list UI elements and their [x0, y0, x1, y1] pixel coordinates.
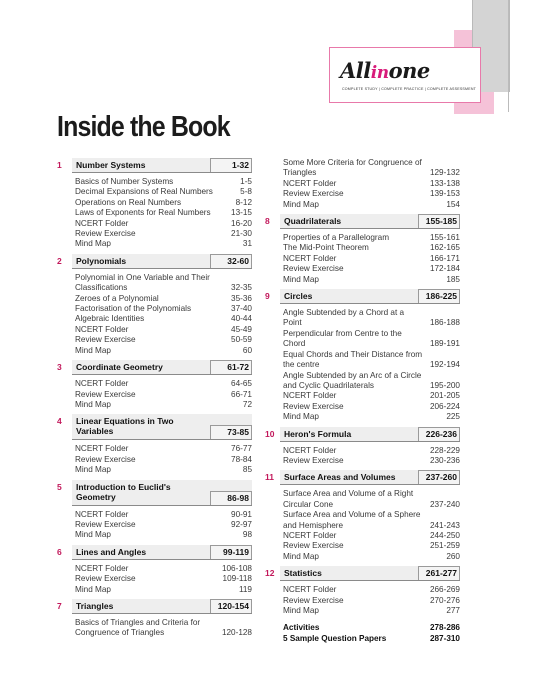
entry-pages: 37-40: [231, 304, 252, 314]
chapter-title: Circles: [284, 291, 313, 302]
entry-title: Mind Map: [75, 465, 111, 475]
chapter-block: [265, 427, 465, 471]
chapter-header: [265, 214, 465, 229]
entry-title: Laws of Exponents for Real Numbers: [75, 208, 211, 218]
entry-title: Review Exercise: [75, 389, 136, 399]
entry-pages: 228-229: [429, 445, 460, 455]
toc-entry: [283, 254, 460, 264]
chapter-topics: [57, 269, 257, 360]
entry-title: Mind Map: [75, 584, 111, 594]
toc-entry: [75, 219, 252, 229]
chapter-number: 2: [57, 255, 62, 266]
chapter-title-bar: [72, 158, 252, 173]
entry-title: The Mid-Point Theorem: [283, 243, 369, 253]
chapter-topics: [265, 304, 465, 426]
entry-title: Mind Map: [75, 345, 111, 355]
chapter-title: Lines and Angles: [76, 546, 147, 557]
entry-pages: 8-12: [235, 197, 252, 207]
entry-title: Mind Map: [75, 399, 111, 409]
entry-title: Review Exercise: [75, 229, 136, 239]
chapter-number: 8: [265, 216, 270, 227]
toc-entry: [283, 391, 460, 401]
entry-title: Operations on Real Numbers: [75, 197, 182, 207]
chapter-topics: [265, 581, 465, 620]
toc-entry: [283, 456, 460, 466]
entry-pages: 206-224: [429, 401, 460, 411]
entry-title: Mind Map: [283, 412, 319, 422]
chapter-block: [57, 360, 257, 414]
toc-entry: [283, 446, 460, 456]
entry-pages: 5-8: [240, 187, 252, 197]
entry-pages: 139-153: [429, 189, 460, 199]
entry-pages: 266-269: [429, 585, 460, 595]
entry-pages: 154: [446, 199, 460, 209]
toc-entry: [283, 308, 460, 329]
chapter-block: [57, 480, 257, 545]
toc-entry: [75, 465, 252, 475]
entry-pages: 78-84: [231, 454, 252, 464]
page-title: Inside the Book: [57, 111, 230, 143]
entry-title: Review Exercise: [283, 455, 344, 465]
chapter-title-bar: [72, 254, 252, 269]
entry-pages: 72: [242, 399, 252, 409]
chapter-title: Polynomials: [76, 255, 127, 266]
toc-entry: [283, 200, 460, 210]
brand-logo: [329, 47, 481, 103]
chapter-title: Surface Areas and Volumes: [284, 472, 396, 483]
chapter-title-bar: [280, 470, 460, 485]
toc-entry: [75, 618, 252, 639]
chapter-block: [265, 566, 465, 620]
entry-title: NCERT Folder: [75, 444, 129, 454]
chapter-block: [57, 254, 257, 360]
entry-pages: 162-165: [429, 243, 460, 253]
entry-title: Algebraic Identities: [75, 314, 145, 324]
entry-title: Review Exercise: [75, 519, 136, 529]
entry-title: NCERT Folder: [75, 563, 129, 573]
chapter-number: 12: [265, 568, 275, 579]
entry-title: Polynomial in One Variable and Their Classifications: [75, 272, 210, 293]
chapter-pages: 237-260: [425, 472, 457, 483]
entry-pages: 166-171: [429, 253, 460, 263]
chapter-header: [265, 470, 465, 485]
chapter-header: [57, 158, 257, 173]
chapter-pages: 73-85: [227, 427, 249, 438]
chapter-pages: 61-72: [227, 362, 249, 373]
chapter-header: [57, 545, 257, 560]
entry-title: Surface Area and Volume of a Sphere and Hemisphere: [283, 510, 421, 530]
chapter-topics: [265, 442, 465, 471]
toc-entry: [75, 520, 252, 530]
chapter-title: Statistics: [284, 568, 322, 579]
entry-title: Equal Chords and Their Distance from the centre: [283, 349, 423, 370]
toc-entry: [283, 489, 460, 510]
chapter-title-bar: [72, 414, 252, 440]
entry-title: Activities: [283, 623, 320, 633]
toc-entry: [75, 198, 252, 208]
entry-pages: 186-188: [429, 318, 460, 328]
toc-entry: [75, 574, 252, 584]
entry-pages: 133-138: [429, 178, 460, 188]
entry-title: Basics of Triangles and Criteria for Congruence of Triangles: [75, 617, 201, 638]
chapter-number: 4: [57, 416, 62, 427]
toc-entry: [283, 541, 460, 551]
toc-entry: [75, 187, 252, 197]
chapter-pages: 155-185: [425, 216, 457, 227]
chapter-pages: 120-154: [217, 600, 249, 611]
toc-entry: [75, 304, 252, 314]
entry-pages: 98: [242, 530, 252, 540]
chapter-pages: 86-98: [227, 492, 249, 503]
chapter-topics: [57, 560, 257, 599]
chapter-pages: 261-277: [425, 568, 457, 579]
chapter-header: [57, 599, 257, 614]
entry-pages: 244-250: [429, 530, 460, 540]
entry-pages: 13-15: [231, 208, 252, 218]
toc-entry: [283, 350, 460, 371]
chapter-header: [57, 480, 257, 506]
entry-title: NCERT Folder: [75, 218, 129, 228]
chapter-pages: 1-32: [231, 160, 249, 170]
entry-title: Mind Map: [283, 551, 319, 561]
logo-wordmark: [340, 58, 430, 83]
chapter-number: 1: [57, 160, 62, 170]
entry-title: Mind Map: [283, 606, 319, 615]
logo-part-b: one: [388, 58, 430, 83]
entry-title: Zeroes of a Polynomial: [75, 293, 159, 303]
toc-entry: [75, 510, 252, 520]
entry-pages: 241-243: [429, 520, 460, 530]
chapter-pages: 186-225: [425, 291, 457, 302]
entry-pages: 230-236: [429, 455, 460, 465]
entry-pages: 277: [446, 606, 460, 615]
toc-entry: [75, 314, 252, 324]
entry-pages: 40-44: [231, 314, 252, 324]
entry-pages: 129-132: [429, 168, 460, 178]
chapter-title-bar: [280, 566, 460, 581]
chapter-title: Heron's Formula: [284, 428, 352, 439]
entry-title: NCERT Folder: [75, 509, 129, 519]
entry-title: Basics of Number Systems: [75, 177, 174, 186]
entry-pages: 1-5: [240, 177, 252, 186]
toc-entry: [283, 412, 460, 422]
chapter-7-continuation: [265, 158, 465, 214]
chapter-number: 10: [265, 428, 275, 439]
toc-entry: [283, 264, 460, 274]
toc-entry: [283, 243, 460, 253]
entry-title: Mind Map: [75, 239, 111, 249]
entry-pages: 76-77: [231, 444, 252, 454]
entry-pages: 278-286: [429, 623, 460, 633]
entry-pages: 237-240: [429, 499, 460, 509]
entry-title: Perpendicular from Centre to the Chord: [283, 328, 402, 349]
chapter-topics: [57, 614, 257, 643]
entry-title: NCERT Folder: [283, 585, 337, 595]
entry-title: Mind Map: [283, 199, 319, 209]
contents-left-column: [57, 158, 257, 643]
chapter-block: [57, 158, 257, 254]
chapter-title-bar: [280, 289, 460, 304]
entry-pages: 32-35: [231, 283, 252, 293]
toc-entry: [75, 564, 252, 574]
chapter-header: [265, 566, 465, 581]
chapter-topics: [57, 506, 257, 545]
chapter-number: 5: [57, 481, 62, 492]
chapter-number: 9: [265, 291, 270, 302]
entry-title: Mind Map: [283, 274, 319, 284]
entry-pages: 66-71: [231, 389, 252, 399]
chapter-number: 6: [57, 546, 62, 557]
entry-title: NCERT Folder: [75, 324, 129, 334]
chapter-title: Triangles: [76, 600, 114, 611]
entry-title: Surface Area and Volume of a Right Circular Cone: [283, 489, 414, 509]
entry-title: NCERT Folder: [283, 530, 337, 540]
entry-title: Factorisation of the Polynomials: [75, 304, 192, 314]
chapter-title: Introduction to Euclid's Geometry: [76, 481, 171, 502]
toc-entry: [283, 531, 460, 541]
toc-entry: [283, 402, 460, 412]
toc-entry: [283, 606, 460, 616]
entry-pages: 45-49: [231, 324, 252, 334]
entry-pages: 109-118: [222, 574, 252, 584]
entry-pages: 201-205: [429, 391, 460, 401]
entry-title: Review Exercise: [75, 454, 136, 464]
chapter-topics: [57, 375, 257, 414]
toc-entry: [75, 239, 252, 249]
toc-entry: [75, 379, 252, 389]
chapter-block: [265, 289, 465, 426]
entry-title: Angle Subtended by a Chord at a Point: [283, 308, 405, 328]
toc-entry: [75, 585, 252, 595]
logo-tagline: COMPLETE STUDY | COMPLETE PRACTICE | COMPLETE ASSESSMENT: [342, 87, 477, 91]
entry-pages: 85: [242, 465, 252, 475]
extras-list: [265, 620, 465, 648]
logo-part-in: in: [370, 63, 389, 83]
toc-entry: [75, 390, 252, 400]
corner-rule: [508, 0, 509, 112]
entry-title: NCERT Folder: [283, 445, 337, 455]
chapter-title: Linear Equations in Two Variables: [76, 416, 174, 437]
entry-pages: 21-30: [231, 229, 252, 239]
entry-title: Review Exercise: [283, 541, 344, 551]
entry-pages: 106-108: [221, 563, 252, 573]
entry-pages: 35-36: [231, 293, 252, 303]
toc-entry: [75, 444, 252, 454]
toc-entry: [283, 371, 460, 392]
entry-pages: 192-194: [429, 360, 460, 370]
chapter-number: 7: [57, 600, 62, 611]
toc-entry: [283, 623, 460, 633]
chapter-header: [57, 360, 257, 375]
chapter-topics: [265, 229, 465, 289]
toc-entry: [283, 634, 460, 644]
toc-entry: [75, 400, 252, 410]
entry-pages: 225: [446, 412, 460, 422]
entry-pages: 60: [242, 345, 252, 355]
entry-pages: 16-20: [231, 218, 252, 228]
right-chapters: [265, 214, 465, 620]
contents-right-column: [265, 158, 465, 648]
toc-entry: [283, 329, 460, 350]
chapter-header: [265, 427, 465, 442]
entry-title: Review Exercise: [283, 595, 344, 605]
toc-entry: [283, 158, 460, 179]
entry-pages: 195-200: [429, 380, 460, 390]
chapter-title: Quadrilaterals: [284, 216, 342, 227]
chapter-title-bar: [280, 427, 460, 442]
entry-title: Review Exercise: [75, 574, 136, 584]
entry-pages: 189-191: [429, 339, 460, 349]
entry-pages: 287-310: [429, 633, 460, 643]
entry-pages: 155-161: [429, 233, 460, 243]
chapter-topics: [57, 440, 257, 479]
entry-pages: 270-276: [429, 595, 460, 605]
toc-entry: [283, 179, 460, 189]
toc-entry: [75, 177, 252, 187]
chapter-title-bar: [72, 480, 252, 506]
entry-pages: 260: [446, 551, 460, 561]
entry-title: Angle Subtended by an Arc of a Circle and Cyclic Quadrilaterals: [283, 370, 422, 390]
entry-title: Some More Criteria for Congruence of Triangles: [283, 158, 422, 178]
entry-title: Review Exercise: [283, 401, 344, 411]
entry-title: Decimal Expansions of Real Numbers: [75, 187, 213, 197]
entry-title: NCERT Folder: [283, 391, 337, 401]
toc-entry: [283, 189, 460, 199]
entry-title: 5 Sample Question Papers: [283, 633, 387, 643]
chapter-block: [265, 470, 465, 566]
entry-title: NCERT Folder: [75, 379, 129, 389]
chapter-title: Number Systems: [76, 160, 146, 170]
entry-title: NCERT Folder: [283, 178, 337, 188]
entry-title: Review Exercise: [75, 335, 136, 345]
chapter-title-bar: [72, 360, 252, 375]
toc-entry: [75, 530, 252, 540]
chapter-topics: [57, 173, 257, 254]
chapter-header: [57, 254, 257, 269]
toc-entry: [283, 510, 460, 531]
chapter-title-bar: [72, 545, 252, 560]
chapter-title: Coordinate Geometry: [76, 362, 163, 373]
entry-pages: 64-65: [231, 379, 252, 389]
toc-entry: [75, 208, 252, 218]
chapter-header: [57, 414, 257, 440]
entry-pages: 90-91: [231, 509, 252, 519]
chapter-block: [265, 214, 465, 289]
entry-pages: 31: [242, 239, 252, 249]
logo-part-a: All: [340, 58, 371, 83]
toc-entry: [75, 335, 252, 345]
entry-title: Review Exercise: [283, 189, 344, 199]
toc-entry: [75, 455, 252, 465]
chapter-block: [57, 545, 257, 599]
entry-pages: 92-97: [231, 519, 252, 529]
toc-entry: [283, 275, 460, 285]
entry-pages: 172-184: [429, 264, 460, 274]
toc-entry: [75, 325, 252, 335]
entry-pages: 119: [238, 584, 252, 594]
chapter-pages: 32-60: [227, 255, 249, 266]
entry-pages: 50-59: [231, 335, 252, 345]
chapter-block: [57, 414, 257, 479]
entry-title: Mind Map: [75, 530, 111, 540]
chapter-pages: 226-236: [425, 428, 457, 439]
chapter-title-bar: [280, 214, 460, 229]
toc-entry: [75, 294, 252, 304]
chapter-topics: [265, 485, 465, 566]
entry-title: Review Exercise: [283, 264, 344, 274]
chapter-pages: 99-119: [223, 546, 249, 557]
entry-pages: 185: [446, 274, 460, 284]
toc-entry: [75, 273, 252, 294]
chapter-number: 3: [57, 362, 62, 373]
toc-entry: [283, 585, 460, 595]
chapter-number: 11: [265, 472, 274, 483]
chapter-block: [57, 599, 257, 643]
toc-entry: [283, 233, 460, 243]
toc-entry: [75, 346, 252, 356]
toc-entry: [75, 229, 252, 239]
chapter-header: [265, 289, 465, 304]
entry-title: NCERT Folder: [283, 253, 337, 263]
entry-pages: 120-128: [221, 628, 252, 638]
toc-entry: [283, 552, 460, 562]
chapter-title-bar: [72, 599, 252, 614]
entry-pages: 251-259: [429, 541, 460, 551]
entry-title: Properties of a Parallelogram: [283, 233, 390, 243]
toc-entry: [283, 596, 460, 606]
